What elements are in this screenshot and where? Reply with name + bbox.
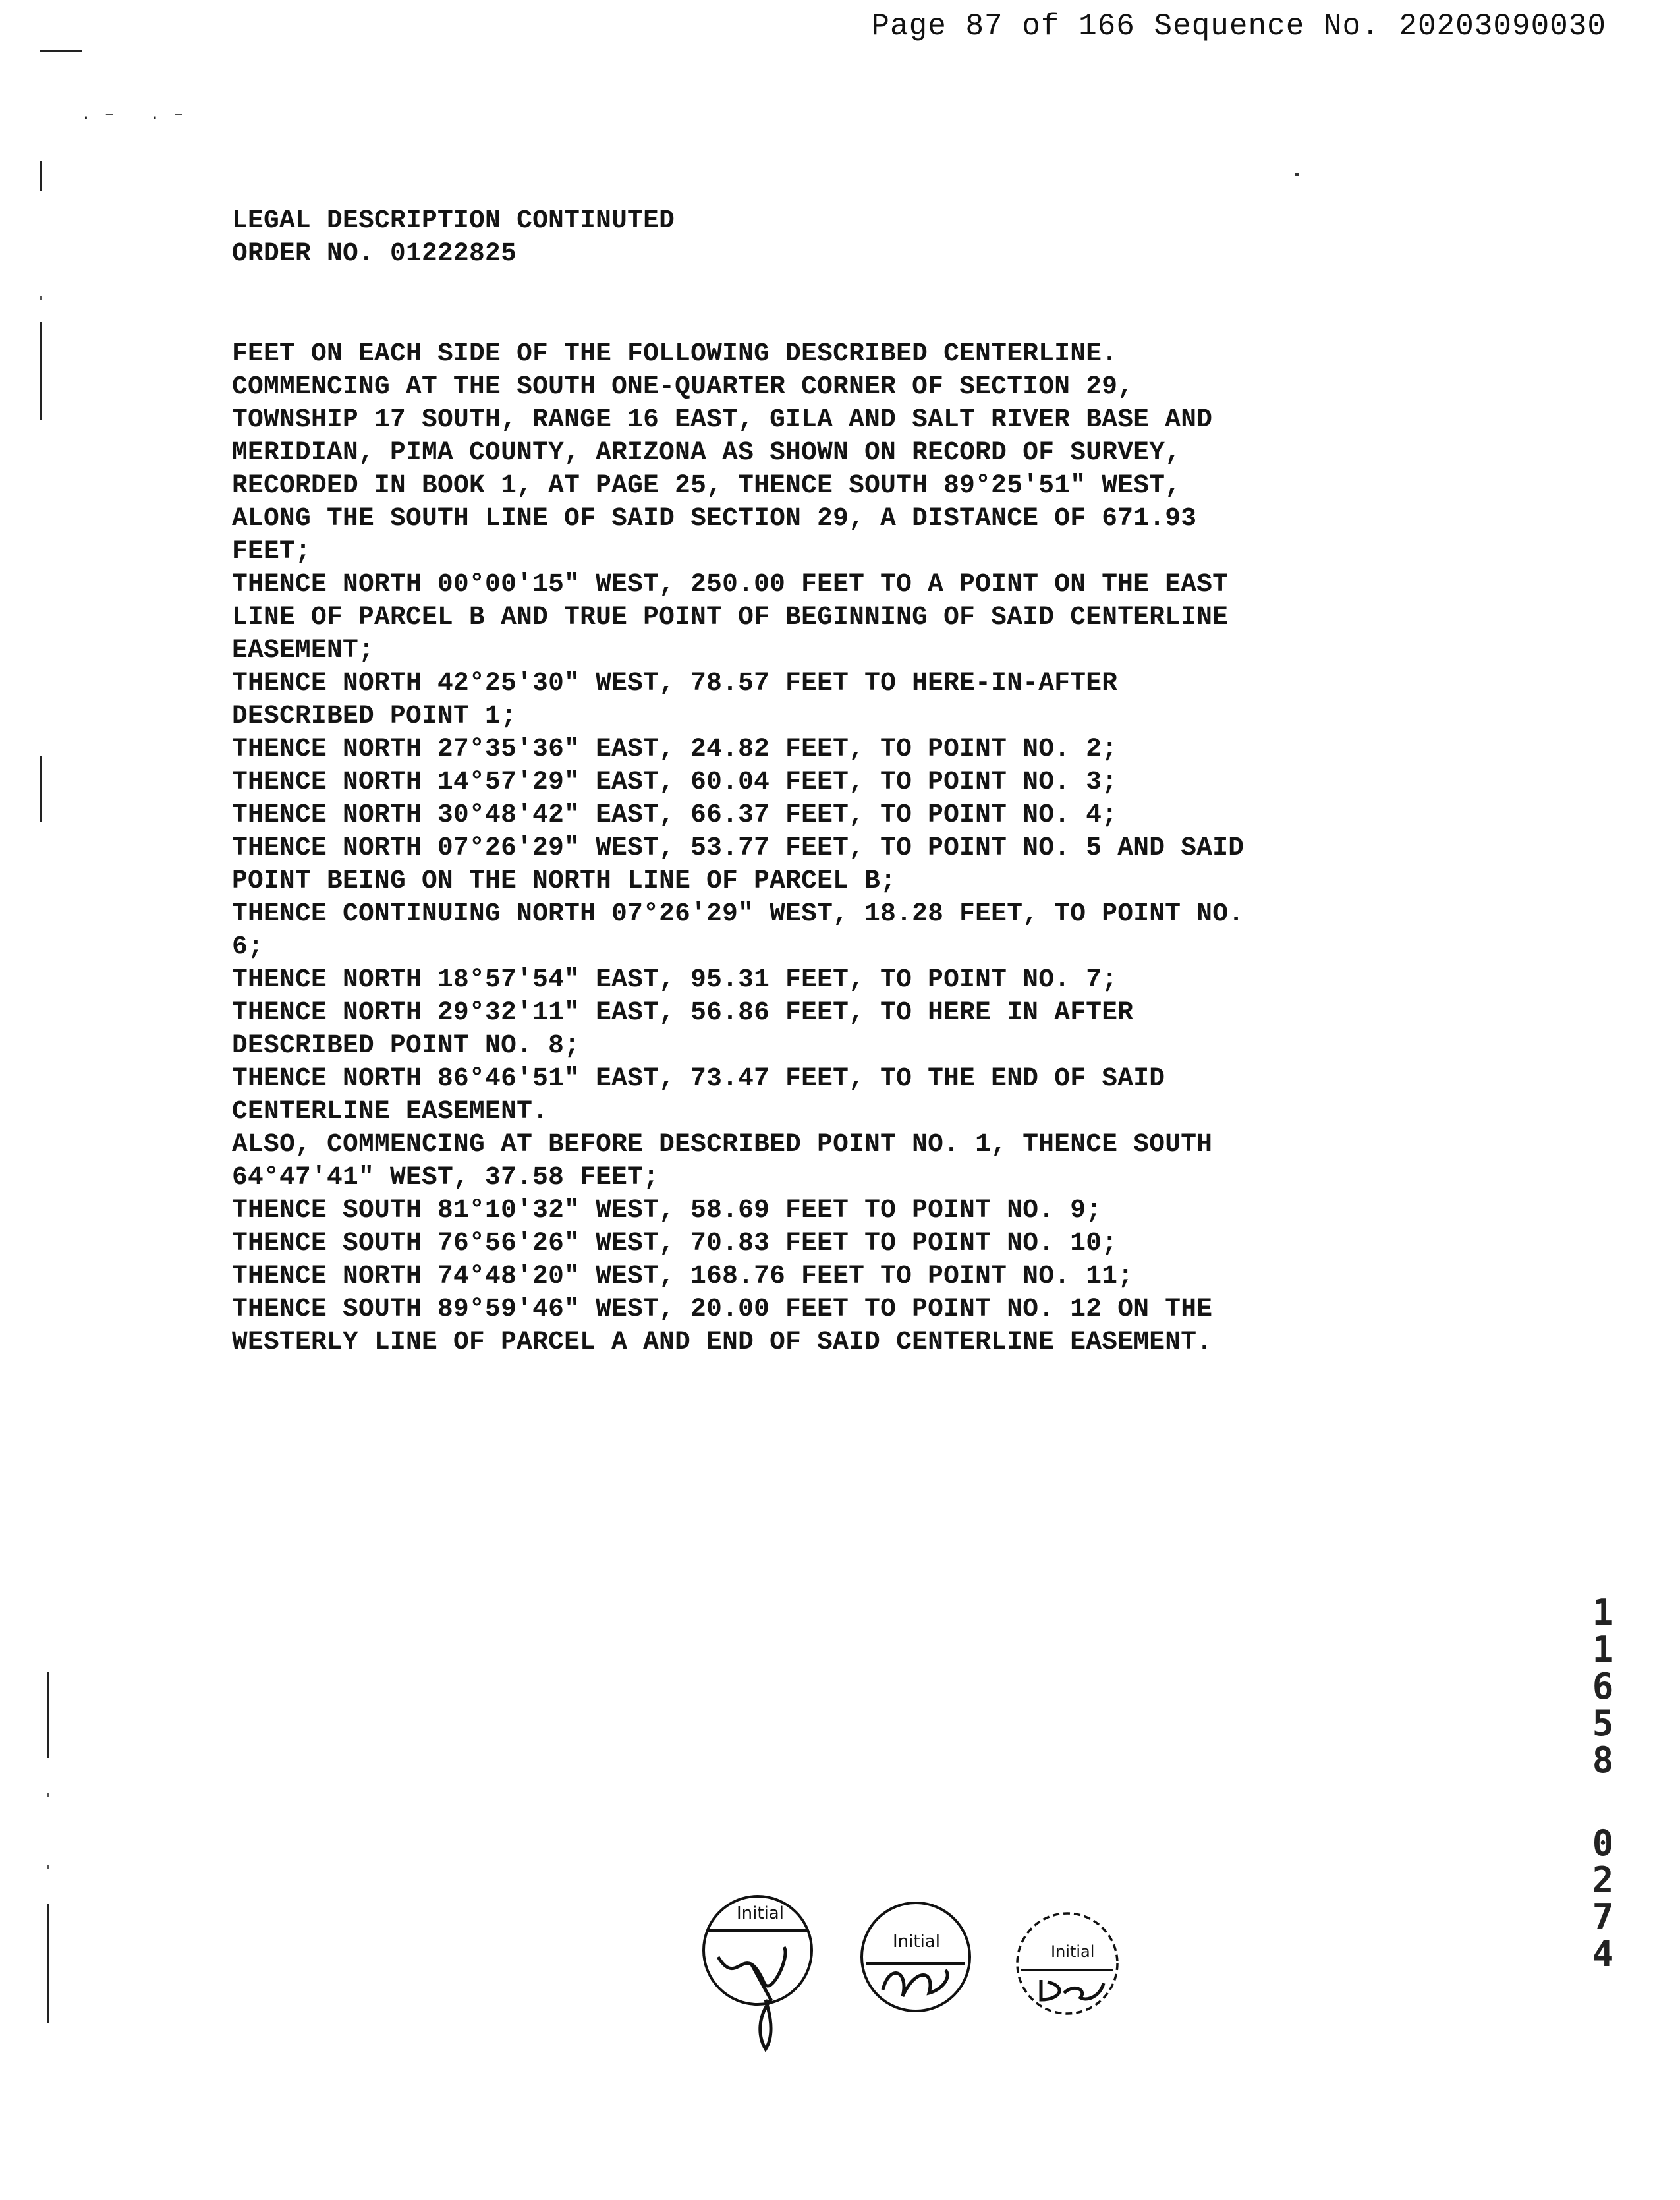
paragraph: THENCE NORTH 07°26'29" WEST, 53.77 FEET, TO POINT NO. 5 AND SAID POINT BEING ON THE NORTH LINE OF PARCEL B; bbox=[232, 833, 1245, 895]
margin-dot bbox=[40, 296, 42, 300]
initial-stamp-3 bbox=[1017, 1913, 1117, 2014]
side-digit: 0 bbox=[1592, 1822, 1614, 1864]
margin-mark bbox=[40, 161, 42, 191]
side-digit: 2 bbox=[1592, 1859, 1614, 1901]
paragraph: THENCE NORTH 30°48'42" EAST, 66.37 FEET, TO POINT NO. 4; bbox=[232, 800, 1118, 830]
paragraph: THENCE NORTH 42°25'30" WEST, 78.57 FEET TO HERE-IN-AFTER DESCRIBED POINT 1; bbox=[232, 668, 1118, 731]
paragraph: THENCE SOUTH 89°59'46" WEST, 20.00 FEET TO POINT NO. 12 ON THE WESTERLY LINE OF PARCEL A AND END OF SAID CENTERLINE EASEMENT. bbox=[232, 1294, 1213, 1357]
margin-mark bbox=[47, 1672, 49, 1758]
initial-label: Initial bbox=[1051, 1942, 1095, 1961]
document-heading bbox=[232, 204, 1319, 270]
scan-specks: ·⁻ ·⁻ bbox=[83, 107, 200, 128]
side-digit: 4 bbox=[1592, 1933, 1614, 1975]
legal-description bbox=[232, 204, 1319, 1359]
paragraph: THENCE NORTH 18°57'54" EAST, 95.31 FEET, TO POINT NO. 7; bbox=[232, 965, 1118, 994]
initial-stamps bbox=[692, 1884, 1140, 2069]
side-digit: 1 bbox=[1592, 1629, 1614, 1670]
paragraph: THENCE NORTH 29°32'11" EAST, 56.86 FEET, TO HERE IN AFTER DESCRIBED POINT NO. 8; bbox=[232, 998, 1134, 1060]
paragraph: THENCE NORTH 86°46'51" EAST, 73.47 FEET, TO THE END OF SAID CENTERLINE EASEMENT. bbox=[232, 1063, 1165, 1126]
paragraph: THENCE NORTH 14°57'29" EAST, 60.04 FEET, TO POINT NO. 3; bbox=[232, 767, 1118, 797]
page-sequence-header: Page 87 of 166 Sequence No. 20203090030 bbox=[871, 9, 1606, 43]
margin-dot bbox=[47, 1865, 49, 1869]
top-left-rule bbox=[40, 50, 82, 52]
paragraph: THENCE NORTH 27°35'36" EAST, 24.82 FEET, TO POINT NO. 2; bbox=[232, 734, 1118, 764]
paragraph: THENCE NORTH 74°48'20" WEST, 168.76 FEET TO POINT NO. 11; bbox=[232, 1261, 1134, 1291]
paragraph: THENCE CONTINUING NORTH 07°26'29" WEST, 18.28 FEET, TO POINT NO. 6; bbox=[232, 899, 1245, 961]
heading-title: LEGAL DESCRIPTION CONTINUTED bbox=[232, 206, 675, 235]
initial-label: Initial bbox=[893, 1932, 940, 1952]
paragraph: ALSO, COMMENCING AT BEFORE DESCRIBED POINT NO. 1, THENCE SOUTH 64°47'41" WEST, 37.58 FEET; bbox=[232, 1129, 1213, 1192]
paragraph: COMMENCING AT THE SOUTH ONE-QUARTER CORNER OF SECTION 29, TOWNSHIP 17 SOUTH, RANGE 16 EAST, GILA AND SALT RIVER BASE AND MERIDIAN, PIMA COUNTY, ARIZONA AS SHOWN ON RECORD OF SURVEY, RECORDED IN BOOK 1, AT PAGE 25, THENCE SOUTH 89°25'51" WEST, ALONG THE SOUTH LINE OF SAID SECTION 29, A DISTANCE OF 671.93 FEET; bbox=[232, 372, 1213, 566]
paragraph: FEET ON EACH SIDE OF THE FOLLOWING DESCRIBED CENTERLINE. bbox=[232, 339, 1118, 368]
paragraph: THENCE SOUTH 76°56'26" WEST, 70.83 FEET TO POINT NO. 10; bbox=[232, 1228, 1118, 1258]
initial-label: Initial bbox=[737, 1904, 784, 1923]
side-digit: 1 bbox=[1592, 1592, 1614, 1633]
margin-dot bbox=[47, 1793, 49, 1797]
side-digit: 6 bbox=[1592, 1666, 1614, 1707]
initial-stamp-2 bbox=[862, 1903, 970, 2011]
side-recording-number bbox=[1586, 1594, 1619, 1973]
margin-mark bbox=[40, 756, 42, 822]
initial-stamp-1 bbox=[704, 1896, 812, 2049]
margin-mark bbox=[47, 1904, 49, 2023]
paragraph: THENCE NORTH 00°00'15" WEST, 250.00 FEET TO A POINT ON THE EAST LINE OF PARCEL B AND TRUE POINT OF BEGINNING OF SAID CENTERLINE EASEMENT; bbox=[232, 569, 1229, 665]
scan-dot bbox=[1295, 173, 1299, 176]
side-digit: 8 bbox=[1592, 1739, 1614, 1781]
side-digit: 7 bbox=[1592, 1896, 1614, 1938]
paragraph: THENCE SOUTH 81°10'32" WEST, 58.69 FEET TO POINT NO. 9; bbox=[232, 1195, 1102, 1225]
order-number: ORDER NO. 01222825 bbox=[232, 239, 517, 268]
margin-mark bbox=[40, 322, 42, 420]
side-digit: 5 bbox=[1592, 1703, 1614, 1744]
